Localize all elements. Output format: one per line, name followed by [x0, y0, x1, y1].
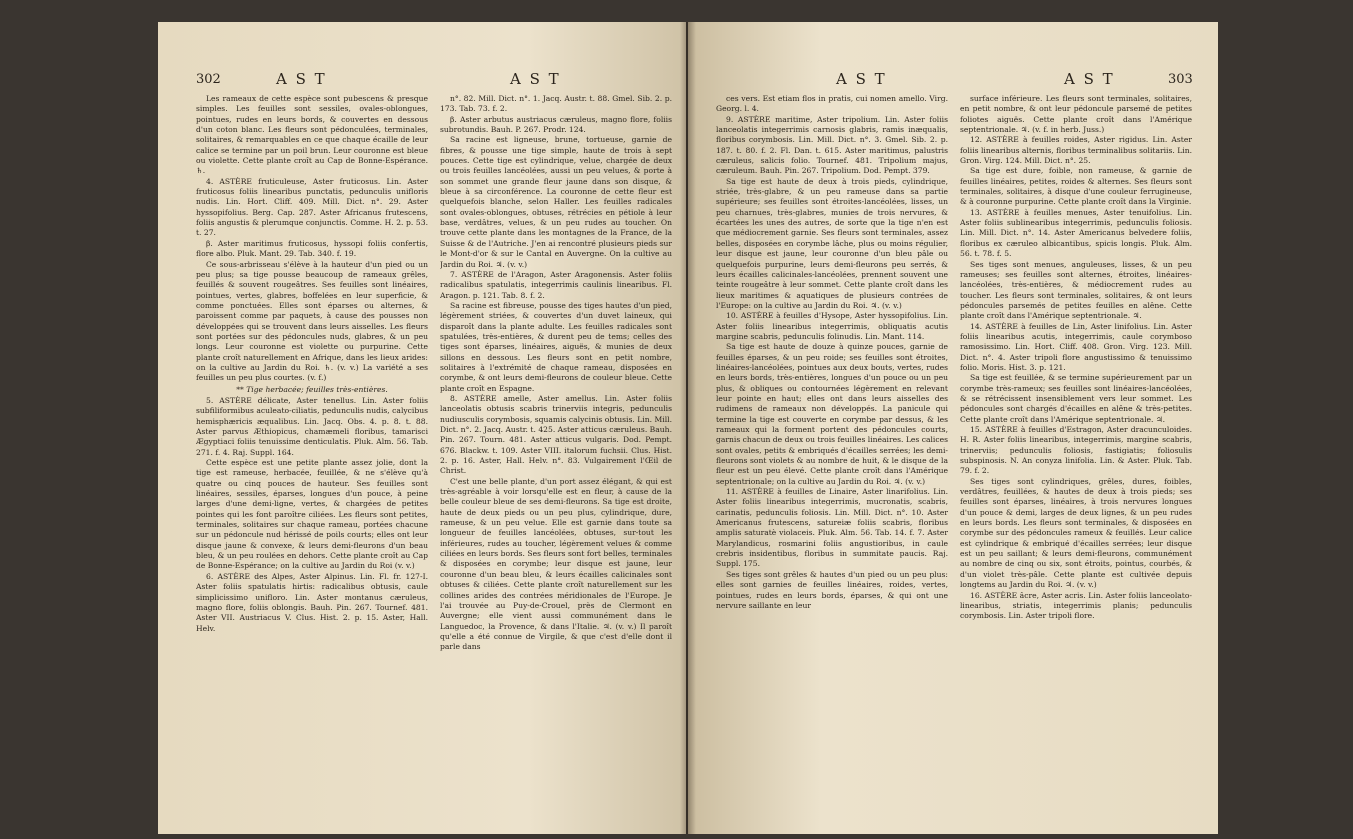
text-column-2: [440, 94, 672, 819]
running-head: A S T: [1064, 70, 1115, 88]
paragraph: Sa tige est haute de douze à quinze pouces, garnie de feuilles éparses, & un peu roide; ses feuilles sont étroites, linéaires-lancéolées, pointues aux deux bouts, vertes, rudes en leurs bords, très-entières, longues d'un pouce ou un peu plus, & obliques ou contournées légèrement en relevant leur pointe en haut; elles ont dans leurs aisselles des rudimens de rameaux non développés. La panicule qui termine la tige est couverte en corymbe par dessus, & les rameaux qui la forment portent des pédoncules courts, garnis chacun de deux ou trois feuilles linéaires. Les calices sont ovales, petits & embriqués d'écailles serrées; les demi-fleurons sont violets & au nombre de huit, & le disque de la fleur est un peu élevé. Cette plante croît dans l'Amérique septentrionale; on la cultive au Jardin du Roi. ♃. (v. v.): [716, 342, 948, 486]
paragraph: 7. ASTÈRE de l'Aragon, Aster Aragonensis. Aster foliis radicalibus spatulatis, integerrimis caulinis linearibus. Fl. Aragon. p. 121. Tab. 8. f. 2.: [440, 269, 672, 300]
text-column-1: [716, 94, 948, 819]
paragraph: 6. ASTÈRE des Alpes, Aster Alpinus. Lin. Fl. fr. 127-I. Aster foliis spatulatis hirtis: radicalibus obtusis, caule simplicissimo unifloro. Lin. Aster montanus cæruleus, magno flore, foliis oblongis. Bauh. Pin. 267. Tournef. 481. Aster VII. Austriacus V. Clus. Hist. 2. p. 15. Aster, Hall. Helv.: [196, 571, 428, 633]
paragraph: 8. ASTÈRE amelle, Aster amellus. Lin. Aster foliis lanceolatis obtusis scabris trinerviis integris, pedunculis nudiusculis corymbosis, squamis calycinis obtusis. Lin. Mill. Dict. n°. 2. Jacq. Austr. t. 425. Aster atticus cæruleus. Bauh. Pin. 267. Tourn. 481. Aster atticus vulgaris. Dod. Pempt. 676. Blackw. t. 109. Aster VIII. italorum fuchsii. Clus. Hist. 2. p. 16. Aster, Hall. Helv. n°. 83. Vulgairement l'Œil de Christ.: [440, 393, 672, 476]
paragraph: Sa racine est fibreuse, pousse des tiges hautes d'un pied, légèrement striées, & couvertes d'un duvet laineux, qui disparoît dans la plante adulte. Les feuilles radicales sont spatulées, très-entières, & durent peu de tems; celles des tiges sont éparses, linéaires, aiguës, & munies de deux sillons en dessous. Les fleurs sont en petit nombre, solitaires à l'extrémité de chaque rameau, disposées en corymbe, & ont leurs demi-fleurons de couleur bleue. Cette plante croît en Espagne.: [440, 300, 672, 393]
book-gutter: [680, 22, 696, 834]
paragraph: 16. ASTÈRE âcre, Aster acris. Lin. Aster foliis lanceolato-linearibus, striatis, integerrimis planis; pedunculis corymbosis. Lin. Aster tripoli flore.: [960, 590, 1192, 621]
page-number: 303: [1168, 72, 1193, 87]
left-page: [158, 22, 686, 834]
paragraph: 15. ASTÈRE à feuilles d'Estragon, Aster dracunculoides. H. R. Aster foliis linearibus, integerrimis, margine scabris, trinerviis; pedunculis foliosis, fastigiatis; foliosulis subspinosis. N. An conyza linifolia. Lin. & Aster. Pluk. Tab. 79. f. 2.: [960, 425, 1192, 476]
open-book: [158, 22, 1218, 834]
paragraph: surface inférieure. Les fleurs sont terminales, solitaires, en petit nombre, & ont leur pédoncule parsemé de petites foliotes aiguës. Cette plante croît dans l'Amérique septentrionale. ♃. (v. f. in herb. Juss.): [960, 94, 1192, 135]
paragraph: Sa tige est feuillée, & se termine supérieurement par un corymbe très-rameux; ses feuilles sont linéaires-lancéolées, & se rétrécissent insensiblement vers leur sommet. Les pédoncules sont chargés d'écailles en alêne & très-petites. Cette plante croît dans l'Amérique septentrionale. ♃.: [960, 373, 1192, 424]
paragraph: n°. 82. Mill. Dict. n°. 1. Jacq. Austr. t. 88. Gmel. Sib. 2. p. 173. Tab. 73. f. 2.: [440, 94, 672, 114]
paragraph: 13. ASTÈRE à feuilles menues, Aster tenuifolius. Lin. Aster foliis sublinearibus integerrimis, pedunculis foliosis. Lin. Mill. Dict. n°. 14. Aster Americanus belvedere foliis, floribus ex cæruleo albicantibus, spicis longis. Pluk. Alm. 56. t. 78. f. 5.: [960, 207, 1192, 259]
page-number: 302: [196, 72, 221, 87]
paragraph: Sa tige est haute de deux à trois pieds, cylindrique, striée, très-glabre, & un peu rameuse dans sa partie supérieure; ses feuilles sont étroites-lancéolées, lisses, un peu charnues, très-glabres, munies de trois nervures, & écartées les unes des autres, de sorte que la tige n'en est que médiocrement garnie. Ses fleurs sont terminales, assez belles, disposées en corymbe lâche, plus ou moins régulier, leur disque est jaune, leur couronne d'un bleu pâle ou quelquefois purpurine, leurs demi-fleurons peu serrés, & leurs écailles calicinales-lancéolées, prennent souvent une teinte rougeâtre à leur sommet. Cette plante croît dans les lieux maritimes & aquatiques de plusieurs contrées de l'Europe: on la cultive au Jardin du Roi. ♃. (v. v.): [716, 176, 948, 310]
right-page: [688, 22, 1218, 834]
paragraph: 9. ASTÈRE maritime, Aster tripolium. Lin. Aster foliis lanceolatis integerrimis carnosis glabris, ramis inæqualis, floribus corymbosis. Lin. Mill. Dict. n°. 3. Gmel. Sib. 2. p. 187. t. 80. f. 2. Fl. Dan. t. 615. Aster maritimus, palustris cæruleus, salicis folio. Tournef. 481. Tripolium majus, cæruleum. Bauh. Pin. 267. Tripolium. Dod. Pempt. 379.: [716, 114, 948, 176]
paragraph: Ce sous-arbrisseau s'élève à la hauteur d'un pied ou un peu plus; sa tige pousse beaucoup de rameaux grêles, feuillés & souvent rougeâtres. Ses feuilles sont linéaires, pointues, vertes, glabres, boffelées en leur superficie, & comme ponctuées. Elles sont éparses ou alternes, & paroissent comme par paquets, à cause des pousses non développées qui se trouvent dans leurs aisselles. Les fleurs sont portées sur des pédoncules nuds, glabres, & un peu longs. Leur couronne est violette ou purpurine. Cette plante croît naturellement en Afrique, dans les lieux arides: on la cultive au Jardin du Roi. ♄. (v. v.) La variété a ses feuilles un peu plus courtes. (v. f.): [196, 259, 428, 383]
paragraph: 12. ASTÈRE à feuilles roides, Aster rigidus. Lin. Aster foliis linearibus alternis, floribus terminalibus solitariis. Lin. Gron. Virg. 124. Mill. Dict. n°. 25.: [960, 135, 1192, 166]
paragraph: 5. ASTÈRE délicate, Aster tenellus. Lin. Aster foliis subfiliformibus aculeato-ciliatis, pedunculis nudis, calycibus hemisphæricis æqualibus. Lin. Jacq. Obs. 4. p. 8. t. 88. Aster parvus Æthiopicus, chamæmeli floribus, tamarisci Ægyptiaci foliis tenuissime denticulatis. Pluk. Alm. 56. Tab. 271. f. 4. Raj. Suppl. 164.: [196, 395, 428, 457]
paragraph: C'est une belle plante, d'un port assez élégant, & qui est très-agréable à voir lorsqu'elle est en fleur, à cause de la belle couleur bleue de ses demi-fleurons. Sa tige est droite, haute de deux pieds ou un peu plus, cylindrique, dure, rameuse, & un peu velue. Elle est garnie dans toute sa longueur de feuilles lancéolées, obtuses, sur-tout les inférieures, rudes au toucher, légèrement velues & comme ciliées en leurs bords. Ses fleurs sont fort belles, terminales & disposées en corymbe; leur disque est jaune, leur couronne d'un beau bleu, & leurs écailles calicinales sont obtuses & ciliées. Cette plante croît naturellement sur les collines arides des contrées méridionales de l'Europe. Je l'ai trouvée au Puy-de-Crouel, près de Clermont en Auvergne; elle vient aussi communément dans le Languedoc, la Provence, & dans l'Italie. ♃. (v. v.) Il paroît qu'elle a été connue de Virgile, & que c'est d'elle dont il parle dans: [440, 476, 672, 652]
paragraph: 11. ASTÈRE à feuilles de Linaire, Aster linarifolius. Lin. Aster foliis linearibus integerrimis, mucronatis, scabris, carinatis, pedunculis foliosis. Lin. Mill. Dict. n°. 10. Aster Americanus frutescens, satureiæ foliis scabris, floribus amplis saturatè violaceis. Pluk. Alm. 56. Tab. 14. f. 7. Aster Marylandicus, rosmarini foliis angustioribus, in caule crebris insidentibus, floribus in summitate paucis. Raj. Suppl. 175.: [716, 487, 948, 569]
paragraph: 14. ASTÈRE à feuilles de Lin, Aster linifolius. Lin. Aster foliis linearibus acutis, integerrimis, caule corymboso ramosissimo. Lin. Hort. Cliff. 408. Gron. Virg. 123. Mill. Dict. n°. 4. Aster tripoli flore angustissimo & tenuissimo folio. Moris. Hist. 3. p. 121.: [960, 321, 1192, 372]
paragraph: 10. ASTÈRE à feuilles d'Hysope, Aster hyssopifolius. Lin. Aster foliis linearibus integerrimis, obliquatis acutis margine scabris, pedunculis folinudis. Lin. Mant. 114.: [716, 311, 948, 341]
paragraph: Sa racine est ligneuse, brune, tortueuse, garnie de fibres, & pousse une tige simple, haute de trois à sept pouces. Cette tige est cylindrique, velue, chargée de deux ou trois feuilles lancéolées, aussi un peu velues, & porte à son sommet une grande fleur jaune dans son disque, & bleue à sa circonférence. La couronne de cette fleur est quelquefois blanche, selon Haller. Les feuilles radicales sont ovales-oblongues, obtuses, rétrécies en pétiole à leur base, verdâtres, velues, & un peu rudes au toucher. On trouve cette plante dans les montagnes de la France, de la Suisse & de l'Autriche. J'en ai rencontré plusieurs pieds sur le Mont-d'or & sur le Cantal en Auvergne. On la cultive au Jardin du Roi. ♃. (v. v.): [440, 135, 672, 269]
paragraph: Sa tige est dure, foible, non rameuse, & garnie de feuilles linéaires, petites, roides & alternes. Ses fleurs sont terminales, solitaires, à disque d'une couleur ferrugineuse, & à couronne purpurine. Cette plante croît dans la Virginie.: [960, 166, 1192, 207]
running-head: A S T: [276, 70, 327, 88]
paragraph: Ses tiges sont menues, anguleuses, lisses, & un peu rameuses; ses feuilles sont alternes, étroites, linéaires-lancéolées, très-entières, & médiocrement rudes au toucher. Les fleurs sont terminales, solitaires, & ont leurs pédoncules parsemés de petites feuilles en alêne. Cette plante croît dans l'Amérique septentrionale. ♃.: [960, 259, 1192, 321]
paragraph: β. Aster maritimus fruticosus, hyssopi foliis confertis, flore albo. Pluk. Mant. 29. Tab. 340. f. 19.: [196, 238, 428, 259]
paragraph: Cette espèce est une petite plante assez jolie, dont la tige est rameuse, herbacée, feuillée, & ne s'élève qu'à quatre ou cinq pouces de hauteur. Ses feuilles sont linéaires, sessiles, éparses, longues d'un pouce, à peine larges d'une demi-ligne, vertes, & chargées de petites pointes qui les font paroître ciliées. Les fleurs sont petites, terminales, solitaires sur chaque rameau, portées chacune sur un pédoncule nud hérissé de poils courts; elles ont leur disque jaune & convexe, & leurs demi-fleurons d'un beau bleu, & un peu roulées en dehors. Cette plante croît au Cap de Bonne-Espérance; on la cultive au Jardin du Roi (v. v.): [196, 458, 428, 571]
section-heading: ** Tige herbacée; feuilles très-entières.: [236, 384, 388, 394]
paragraph: Ses tiges sont cylindriques, grêles, dures, foibles, verdâtres, feuillées, & hautes de deux à trois pieds; ses feuilles sont éparses, linéaires, à trois nervures longues d'un pouce & demi, larges de deux lignes, & un peu rudes en leurs bords. Les fleurs sont terminales, & disposées en corymbe sur des pédoncules rameux & feuillés. Leur calice est cylindrique & embriqué d'écailles serrées; leur disque est un peu saillant; & leurs demi-fleurons, communément au nombre de cinq ou six, sont étroits, pointus, courbés, & d'un violet très-pâle. Cette plante est cultivée depuis longtems au Jardin du Roi. ♃. (v. v.): [960, 476, 1192, 590]
running-head: A S T: [836, 70, 887, 88]
paragraph: Ses tiges sont grêles & hautes d'un pied ou un peu plus: elles sont garnies de feuilles linéaires, roides, vertes, pointues, rudes en leurs bords, éparses, & qui ont une nervure saillante en leur: [716, 569, 948, 610]
text-column-1: [196, 94, 428, 819]
running-head: A S T: [510, 70, 561, 88]
paragraph: ces vers. Est etiam flos in pratis, cui nomen amello. Virg. Georg. l. 4.: [716, 94, 948, 114]
text-column-2: [960, 94, 1192, 819]
paragraph: 4. ASTÈRE fruticuleuse, Aster fruticosus. Lin. Aster fruticosus foliis linearibus punctatis, pedunculis unifloris nudis. Lin. Hort. Cliff. 409. Mill. Dict. n°. 29. Aster hyssopifolius. Berg. Cap. 287. Aster Africanus frutescens, foliis angustis & plerumque conjunctis. Comme. H. 2. p. 53. t. 27.: [196, 176, 428, 238]
paragraph: Les rameaux de cette espèce sont pubescens & presque simples. Les feuilles sont sessiles, ovales-oblongues, pointues, rudes en leurs bords, & couvertes en dessous d'un coton blanc. Les fleurs sont pédonculées, terminales, solitaires, & remarquables en ce que chaque écaille de leur calice se termine par un poil brun. Leur couronne est bleue ou violette. Cette plante croît au Cap de Bonne-Espérance. ♄.: [196, 94, 428, 176]
paragraph: β. Aster arbutus austriacus cæruleus, magno flore, foliis subrotundis. Bauh. P. 267. Prodr. 124.: [440, 114, 672, 135]
